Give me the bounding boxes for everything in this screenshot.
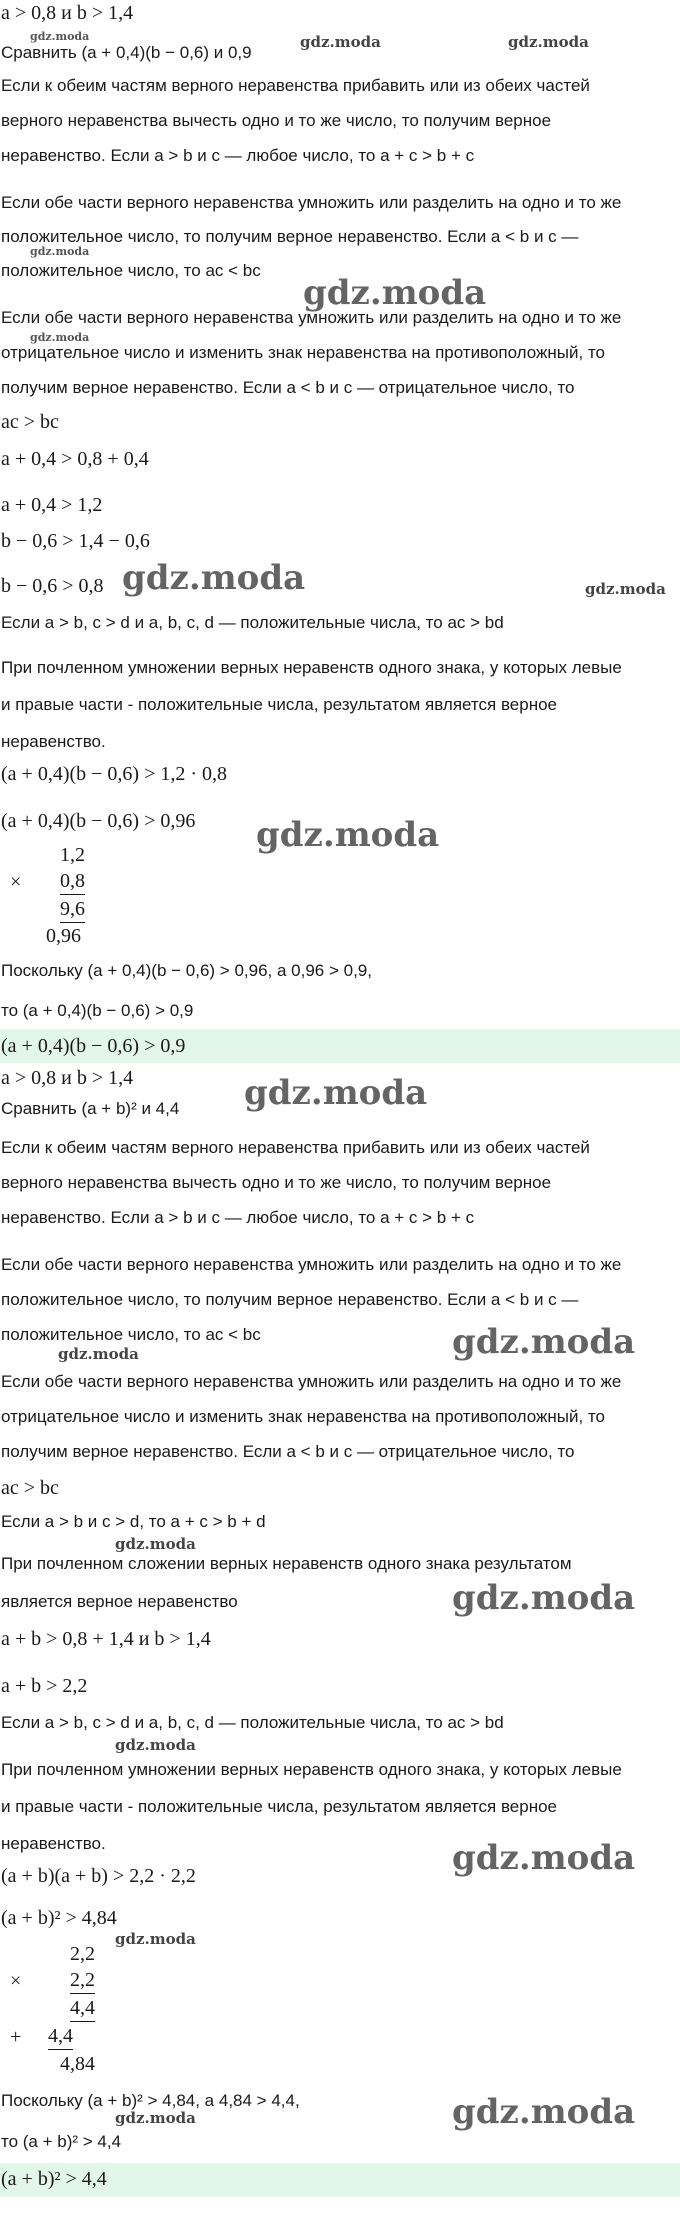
rule-negative-line: Если обе части верного неравенства умножить или разделить на одно и то же: [1, 308, 622, 327]
rule-addition-line: неравенство. Если a > b и c — любое число, то a + c > b + c: [1, 146, 475, 165]
watermark: gdz.moda: [58, 1345, 139, 1363]
rule-addition-line: неравенство. Если a > b и c — любое число, то a + c > b + c: [1, 1208, 475, 1227]
rule-negative-line: отрицательное число и изменить знак неравенства на противоположный, то: [1, 1407, 606, 1426]
rule-positive-line: положительное число, то ac < bc: [1, 261, 261, 280]
watermark: gdz.moda: [452, 1322, 636, 1362]
watermark: gdz.moda: [122, 558, 306, 598]
calc-operator: ×: [10, 871, 22, 893]
watermark: gdz.moda: [244, 1073, 428, 1113]
solution-step: a + b > 2,2: [1, 1675, 88, 1697]
rule-negative-line: получим верное неравенство. Если a < b и c — отрицательное число, то: [1, 1442, 575, 1461]
answer: (a + b)² > 4,4: [1, 2168, 107, 2190]
watermark: gdz.moda: [115, 1736, 196, 1754]
rule-addition-line: Если к обеим частям верного неравенства прибавить или из обеих частей: [1, 76, 590, 95]
watermark: gdz.moda: [115, 1930, 196, 1948]
calc-result: 0,96: [46, 925, 81, 947]
rule-multiplication-line: При почленном умножении верных неравенств одного знака, у которых левые: [1, 658, 622, 677]
rule-positive-line: положительное число, то получим верное неравенство. Если a < b и c —: [1, 227, 579, 246]
rule-addition-line: Если к обеим частям верного неравенства прибавить или из обеих частей: [1, 1138, 590, 1157]
rule-multiplication-line: При почленном умножении верных неравенств одного знака, у которых левые: [1, 1760, 622, 1779]
conclusion-line: Поскольку (a + 0,4)(b − 0,6) > 0,96, а 0,96 > 0,9,: [1, 961, 372, 980]
solution-step: a + b > 0,8 + 1,4 и b > 1,4: [1, 1628, 211, 1650]
watermark: gdz.moda: [452, 2092, 636, 2132]
rule-sum-line: При почленном сложении верных неравенств одного знака результатом: [1, 1554, 572, 1573]
rule-multiplication: Если a > b, c > d и a, b, c, d — положительные числа, то ac > bd: [1, 1713, 504, 1732]
rule-addition-line: верного неравенства вычесть одно и то же число, то получим верное: [1, 1173, 552, 1192]
rule-positive-line: положительное число, то получим верное неравенство. Если a < b и c —: [1, 1290, 579, 1309]
watermark: gdz.moda: [30, 331, 90, 344]
rule-multiplication-line: и правые части - положительные числа, результатом является верное: [1, 695, 557, 714]
rule-positive-line: положительное число, то ac < bc: [1, 1325, 261, 1344]
rule-multiplication: Если a > b, c > d и a, b, c, d — положительные числа, то ac > bd: [1, 613, 504, 632]
rule-multiplication-line: неравенство.: [1, 1834, 106, 1853]
calc-result: 4,84: [60, 2053, 95, 2075]
watermark: gdz.moda: [508, 33, 589, 51]
given-condition: a > 0,8 и b > 1,4: [1, 1067, 134, 1089]
watermark: gdz.moda: [115, 2109, 196, 2127]
calc-operand: 2,2: [70, 1967, 95, 1994]
watermark: gdz.moda: [300, 33, 381, 51]
conclusion-line: то (a + b)² > 4,4: [1, 2132, 122, 2151]
calc-operator: +: [10, 2026, 22, 2048]
solution-step: b − 0,6 > 0,8: [1, 575, 104, 597]
calc-operand: 2,2: [70, 1943, 95, 1965]
calc-partial: 9,6: [60, 896, 85, 923]
solution-step: (a + 0,4)(b − 0,6) > 0,96: [1, 810, 196, 832]
rule-multiplication-line: и правые части - положительные числа, результатом является верное: [1, 1797, 557, 1816]
conclusion-line: то (a + 0,4)(b − 0,6) > 0,9: [1, 1001, 194, 1020]
watermark: gdz.moda: [452, 1838, 636, 1878]
task-statement: Сравнить (a + b)² и 4,4: [1, 1099, 180, 1118]
rule-sum-line: является верное неравенство: [1, 1592, 238, 1611]
solution-step: a + 0,4 > 1,2: [1, 494, 103, 516]
calc-partial: 4,4: [48, 2023, 73, 2050]
rule-multiplication-line: неравенство.: [1, 732, 106, 751]
given-condition: a > 0,8 и b > 1,4: [1, 2, 134, 24]
solution-step: (a + 0,4)(b − 0,6) > 1,2 · 0,8: [1, 763, 228, 785]
rule-positive-line: Если обе части верного неравенства умножить или разделить на одно и то же: [1, 193, 622, 212]
solution-step: a + 0,4 > 0,8 + 0,4: [1, 448, 149, 470]
solution-step: (a + b)(a + b) > 2,2 · 2,2: [1, 1865, 196, 1887]
calc-operand: 1,2: [60, 844, 85, 866]
calc-operand: 0,8: [60, 868, 85, 895]
watermark: gdz.moda: [115, 1535, 196, 1553]
solution-step: (a + b)² > 4,84: [1, 1907, 117, 1929]
rule-negative-line: отрицательное число и изменить знак неравенства на противоположный, то: [1, 343, 606, 362]
watermark: gdz.moda: [303, 273, 487, 313]
rule-addition-line: верного неравенства вычесть одно и то же число, то получим верное: [1, 111, 552, 130]
rule-positive-line: Если обе части верного неравенства умножить или разделить на одно и то же: [1, 1255, 622, 1274]
rule-negative-line: Если обе части верного неравенства умножить или разделить на одно и то же: [1, 1372, 622, 1391]
watermark: gdz.moda: [585, 580, 666, 598]
rule-negative-line: ac > bc: [1, 411, 59, 433]
answer: (a + 0,4)(b − 0,6) > 0,9: [1, 1035, 186, 1057]
conclusion-line: Поскольку (a + b)² > 4,84, а 4,84 > 4,4,: [1, 2091, 300, 2110]
rule-negative-line: получим верное неравенство. Если a < b и c — отрицательное число, то: [1, 378, 575, 397]
watermark: gdz.moda: [452, 1578, 636, 1618]
watermark: gdz.moda: [256, 815, 440, 855]
rule-sum: Если a > b и c > d, то a + c > b + d: [1, 1512, 266, 1531]
task-statement: Сравнить (a + 0,4)(b − 0,6) и 0,9: [1, 43, 252, 62]
watermark: gdz.moda: [30, 30, 90, 43]
watermark: gdz.moda: [30, 245, 90, 258]
rule-negative-line: ac > bc: [1, 1477, 59, 1499]
calc-operator: ×: [10, 1970, 22, 1992]
calc-partial: 4,4: [70, 1995, 95, 2022]
solution-step: b − 0,6 > 1,4 − 0,6: [1, 530, 150, 552]
